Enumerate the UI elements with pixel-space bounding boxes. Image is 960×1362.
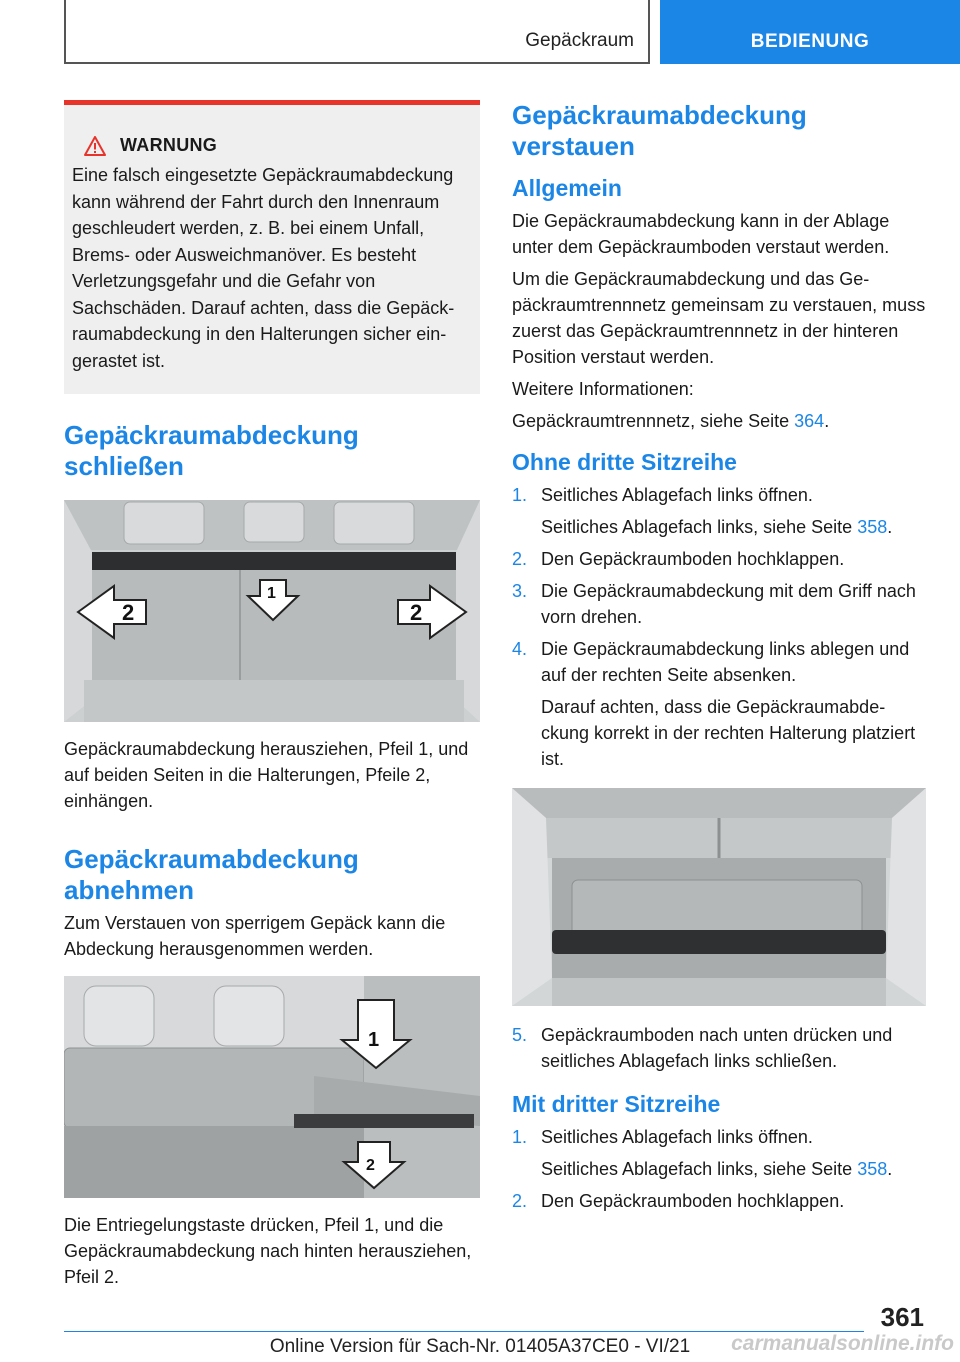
close-cover-image <box>64 500 480 722</box>
list-item: 5. Gepäckraumboden nach unten drücken und seitliches Ablagefach links schließen. <box>512 1025 893 1071</box>
remove-section-title: Gepäckraumabdeckung abnehmen <box>64 844 359 905</box>
list-item: 3. Die Gepäckraumabdeckung mit dem Griff nach vorn drehen. <box>512 581 916 627</box>
remove-intro: Zum Verstauen von sperrigem Gepäck kann die Abdeckung herausgenommen werden. <box>64 913 446 959</box>
remove-image-label-1: 1 <box>368 1029 380 1051</box>
without-third-row-heading: Ohne dritte Sitzreihe <box>512 449 737 475</box>
list-item: 2. Den Gepäckraumboden hochklappen. <box>512 1191 845 1211</box>
header-chapter-tab <box>660 0 960 64</box>
page-link-358[interactable]: 358 <box>857 1159 888 1179</box>
close-image-label-right: 2 <box>410 600 423 625</box>
with-third-row-steps <box>512 1124 926 1214</box>
step-reference: Seitliches Ablagefach links, siehe Seite 358. <box>541 517 893 537</box>
close-section-title: Gepäckraumabdeckung schließen <box>64 420 359 481</box>
footer-online-version: Online Version für Sach-Nr. 01405A37CE0 - VI/21 <box>269 1336 691 1357</box>
header-section-box <box>64 0 650 64</box>
left-column <box>64 100 480 1290</box>
step-note: Darauf achten, dass die Gepäckraumabdeckung korrekt in der rechten Halterung platziert ist. <box>541 697 916 769</box>
watermark: carmanualsonline.info <box>731 1332 954 1355</box>
remove-image-label-2: 2 <box>366 1157 375 1174</box>
warning-box <box>64 100 480 394</box>
step-reference: Seitliches Ablagefach links, siehe Seite 358. <box>541 1159 893 1179</box>
list-item: 1. Seitliches Ablagefach links öffnen. <box>512 1127 813 1147</box>
header-chapter-title: BEDIENUNG <box>750 31 870 52</box>
general-heading: Allgemein <box>512 175 622 201</box>
right-column <box>512 100 926 1214</box>
general-reference: Gepäckraumtrennnetz, siehe Seite 364. <box>512 411 830 431</box>
close-image-label-left: 2 <box>122 600 135 625</box>
remove-caption: Die Entriegelungstaste drücken, Pfeil 1, und die Gepäckraumabdeckung nach hinten herausziehen, Pfeil 2. <box>64 1215 472 1287</box>
general-p2: Um die Gepäckraumabdeckung und das Gepäckraumtrennnetz gemeinsam zu verstauen, muss zuerst das Gepäckraumtrennnetz in der hinteren Position verstaut werden. <box>512 269 926 367</box>
page-number: 361 <box>880 1302 924 1332</box>
close-caption: Gepäckraumabdeckung herausziehen, Pfeil 1, und auf beiden Seiten in die Halterungen, Pfeile 2, einhängen. <box>64 739 469 811</box>
general-more-info: Weitere Informationen: <box>512 379 694 399</box>
warning-title: WARNUNG <box>120 135 218 155</box>
list-item: 4. Die Gepäckraumabdeckung links ablegen und auf der rechten Seite absenken. <box>512 639 910 685</box>
stow-section-title: Gepäckraumabdeckung verstauen <box>512 100 807 161</box>
with-third-row-heading: Mit dritter Sitzreihe <box>512 1091 721 1117</box>
general-p1: Die Gepäckraumabdeckung kann in der Ablage unter dem Gepäckraumboden verstaut werden. <box>512 211 890 257</box>
remove-cover-image <box>64 976 480 1198</box>
stow-cover-image <box>512 788 926 1006</box>
close-image-label-center: 1 <box>267 585 276 602</box>
page-link-364[interactable]: 364 <box>794 411 825 431</box>
list-item: 2. Den Gepäckraumboden hochklappen. <box>512 549 845 569</box>
header-section-title: Gepäckraum <box>525 30 634 51</box>
page-link-358[interactable]: 358 <box>857 517 888 537</box>
warning-triangle-icon <box>84 136 106 156</box>
list-item: 1. Seitliches Ablagefach links öffnen. <box>512 485 813 505</box>
without-third-row-steps <box>512 482 926 772</box>
warning-text: Eine falsch eingesetzte Gepäckraumabdeckung kann während der Fahrt durch den Innenraum geschleudert werden, z. B. bei einem Unfall, Brems- oder Ausweichmanöver. Es besteht Verletzungsgefahr und die Gefahr von Sachschäden. Darauf achten, dass die Gepäckraumabdeckung in den Halterungen sicher eingerastet ist. <box>72 165 455 371</box>
